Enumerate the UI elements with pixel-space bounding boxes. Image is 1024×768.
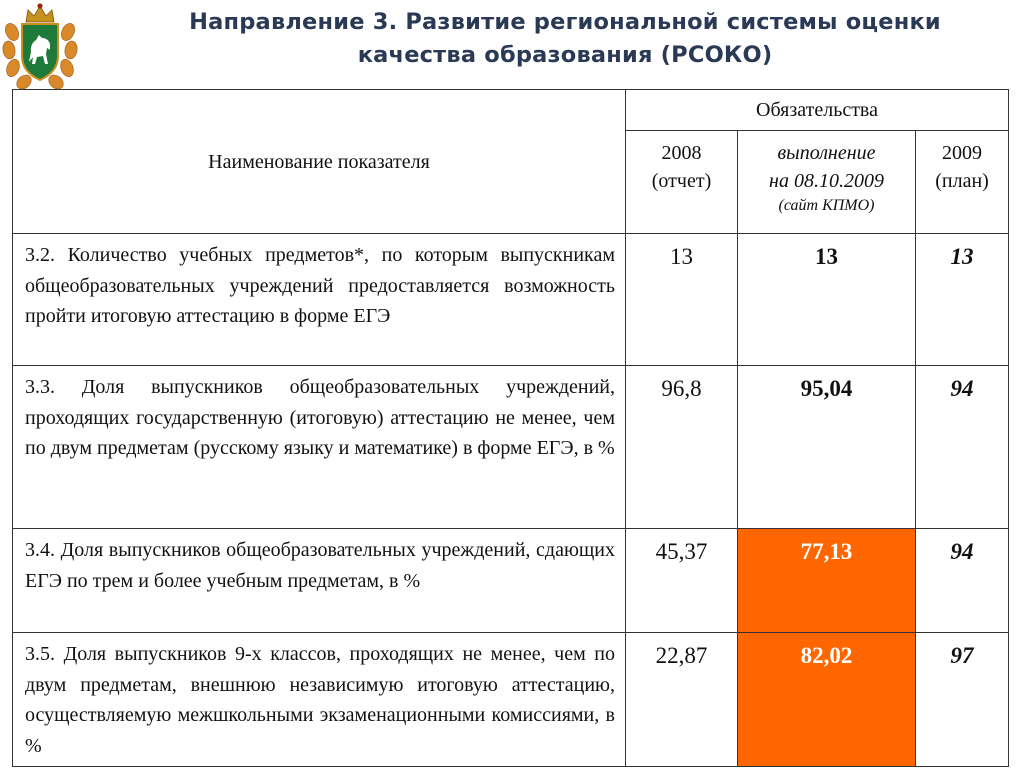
table-row [13,234,1009,366]
indicator-name: 3.2. Количество учебных предметов*, по которым выпускникам общеобразовательных учреждений предоставляется возможность пройти итоговую аттестацию в форме ЕГЭ [13,234,626,366]
column-header-name: Наименование показателя [13,90,626,234]
column-header-2008: 2008 (отчет) [626,131,738,234]
title-line-1: Направление 3. Развитие региональной системы оценки [189,9,941,35]
table-row [13,529,1009,633]
value-plan-2009: 97 [916,633,1009,767]
title-line-2: качества образования (РСОКО) [357,42,773,68]
obligations-table [12,89,1009,767]
value-2008: 45,37 [626,529,738,633]
indicator-name: 3.5. Доля выпускников 9-х классов, проходящих не менее, чем по двум предметам, внешнюю независимую итоговую аттестацию, осуществляемую межшкольными экзаменационными комиссиями, в % [13,633,626,767]
value-execution-highlighted: 77,13 [738,529,916,633]
value-plan-2009: 94 [916,366,1009,529]
value-2008: 13 [626,234,738,366]
value-2008: 22,87 [626,633,738,767]
value-plan-2009: 94 [916,529,1009,633]
indicator-name: 3.3. Доля выпускников общеобразовательных учреждений, проходящих государственную (итоговую) аттестацию не менее, чем по двум предметам (русскому языку и математике) в форме ЕГЭ, в % [13,366,626,529]
value-2008: 96,8 [626,366,738,529]
value-execution: 13 [738,234,916,366]
coat-of-arms-icon [2,2,78,90]
value-execution-highlighted: 82,02 [738,633,916,767]
table-row [13,633,1009,767]
table-row [13,366,1009,529]
execution-source-note: (сайт КПМО) [778,197,875,214]
value-execution: 95,04 [738,366,916,529]
column-header-2009: 2009 (план) [916,131,1009,234]
column-header-execution: выполнение на 08.10.2009 (сайт КПМО) [738,131,916,234]
value-plan-2009: 13 [916,234,1009,366]
header-row-1 [13,90,1009,131]
indicator-name: 3.4. Доля выпускников общеобразовательных учреждений, сдающих ЕГЭ по трем и более учебным предметам, в % [13,529,626,633]
page-title [110,6,1020,72]
column-header-obligations: Обязательства [626,90,1009,131]
